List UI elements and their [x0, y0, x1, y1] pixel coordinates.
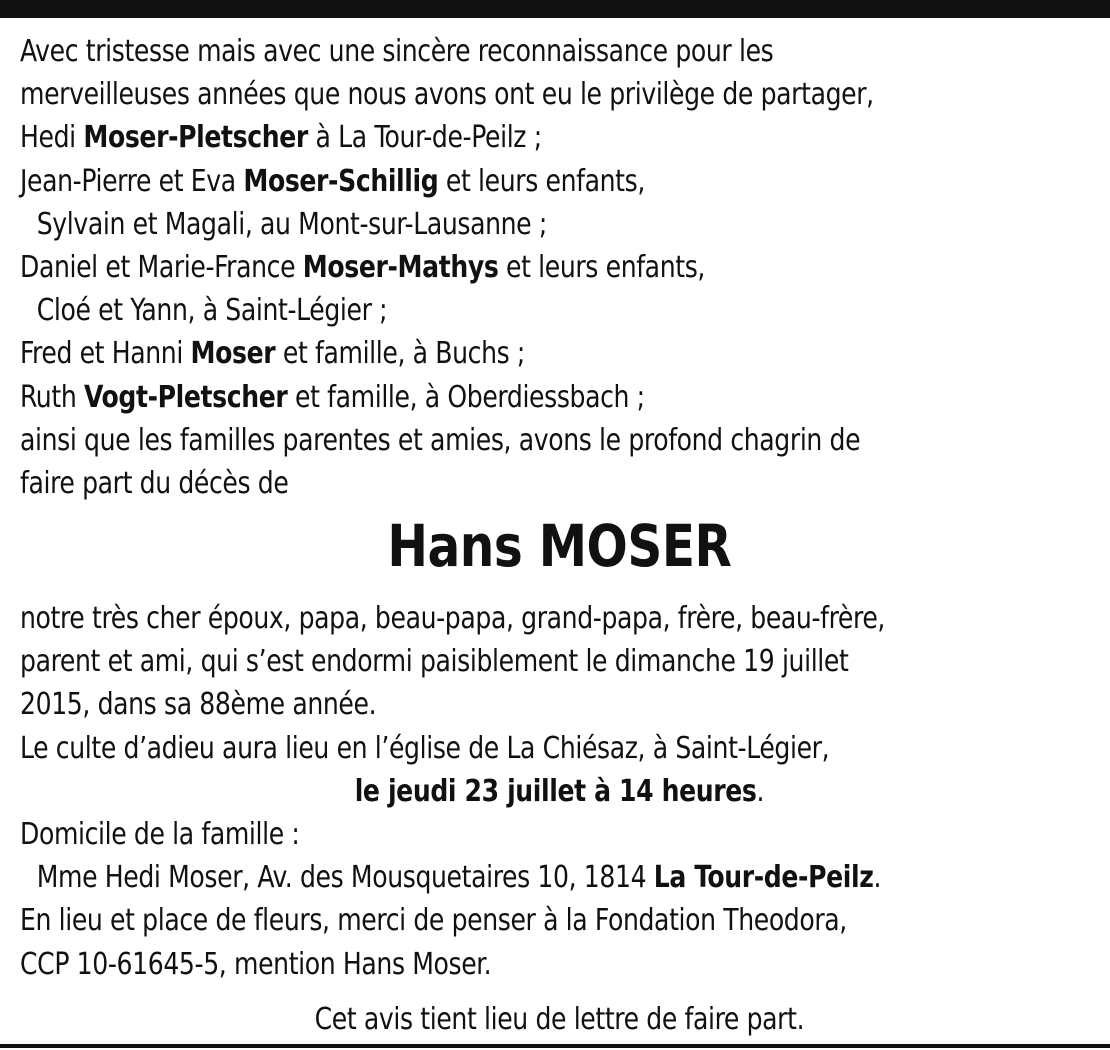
family-suffix: et famille, à Oberdiessbach ;	[287, 379, 645, 415]
donation-line-1: En lieu et place de fleurs, merci de penser à la Fondation Theodora,	[20, 903, 847, 939]
family-surname: Vogt-Pletscher	[83, 379, 288, 415]
intro-line-2: merveilleuses années que nous avons ont eu le privilège de partager,	[20, 77, 874, 113]
family-suffix: à La Tour-de-Peilz ;	[307, 120, 542, 156]
family-prefix: Fred et Hanni	[20, 336, 191, 372]
family-line-children-cloe: Cloé et Yann, à Saint-Légier ;	[36, 293, 388, 329]
family-line-ruth	[20, 376, 1024, 419]
family-surname: Moser-Schillig	[243, 163, 439, 199]
closing-note: Cet avis tient lieu de lettre de faire part.	[314, 1001, 805, 1037]
ceremony-date-line	[20, 770, 1099, 813]
family-line-fred	[20, 332, 1024, 375]
family-prefix: Hedi	[20, 120, 84, 156]
family-line-jean-pierre	[20, 160, 1024, 203]
tribute-line-3: 2015, dans sa 88ème année.	[20, 687, 377, 723]
tribute-line-1: notre très cher époux, papa, beau-papa, grand-papa, frère, beau-frère,	[20, 601, 886, 637]
bottom-border-rule	[0, 1044, 1110, 1048]
announcement-line-2: faire part du décès de	[20, 465, 289, 501]
domicile-city-end: .	[873, 860, 882, 896]
deceased-name: Hans MOSER	[387, 512, 732, 581]
family-line-hedi	[20, 116, 1024, 159]
domicile-address-line	[20, 856, 1024, 899]
family-surname: Moser-Mathys	[302, 249, 499, 285]
ceremony-line-1: Le culte d’adieu aura lieu en l’église de La Chiésaz, à Saint-Légier,	[20, 730, 830, 766]
family-suffix: et famille, à Buchs ;	[275, 336, 526, 372]
notice-body	[20, 30, 1024, 1041]
intro-line-1: Avec tristesse mais avec une sincère reconnaissance pour les	[20, 34, 774, 69]
family-suffix: et leurs enfants,	[498, 249, 706, 285]
domicile-city: La Tour-de-Peilz	[653, 860, 874, 896]
ceremony-date-end: .	[756, 773, 765, 809]
family-surname: Moser	[190, 336, 276, 372]
family-surname: Moser-Pletscher	[83, 120, 308, 156]
family-suffix: et leurs enfants,	[438, 163, 645, 199]
tribute-line-2: parent et ami, qui s’est endormi paisiblement le dimanche 19 juillet	[20, 644, 849, 680]
family-line-daniel	[20, 246, 1024, 289]
family-line-children-sylvain: Sylvain et Magali, au Mont-sur-Lausanne ;	[36, 206, 547, 242]
family-prefix: Ruth	[20, 379, 84, 415]
top-border-rule	[0, 0, 1110, 18]
domicile-label: Domicile de la famille :	[20, 817, 300, 852]
announcement-line-1: ainsi que les familles parentes et amies, avons le profond chagrin de	[20, 422, 861, 458]
domicile-address: Mme Hedi Moser, Av. des Mousquetaires 10, 1814	[36, 860, 654, 896]
family-prefix: Daniel et Marie-France	[20, 249, 303, 285]
donation-line-2: CCP 10-61645-5, mention Hans Moser.	[20, 946, 492, 982]
ceremony-date: le jeudi 23 juillet à 14 heures	[354, 773, 757, 809]
family-prefix: Jean-Pierre et Eva	[20, 163, 244, 199]
